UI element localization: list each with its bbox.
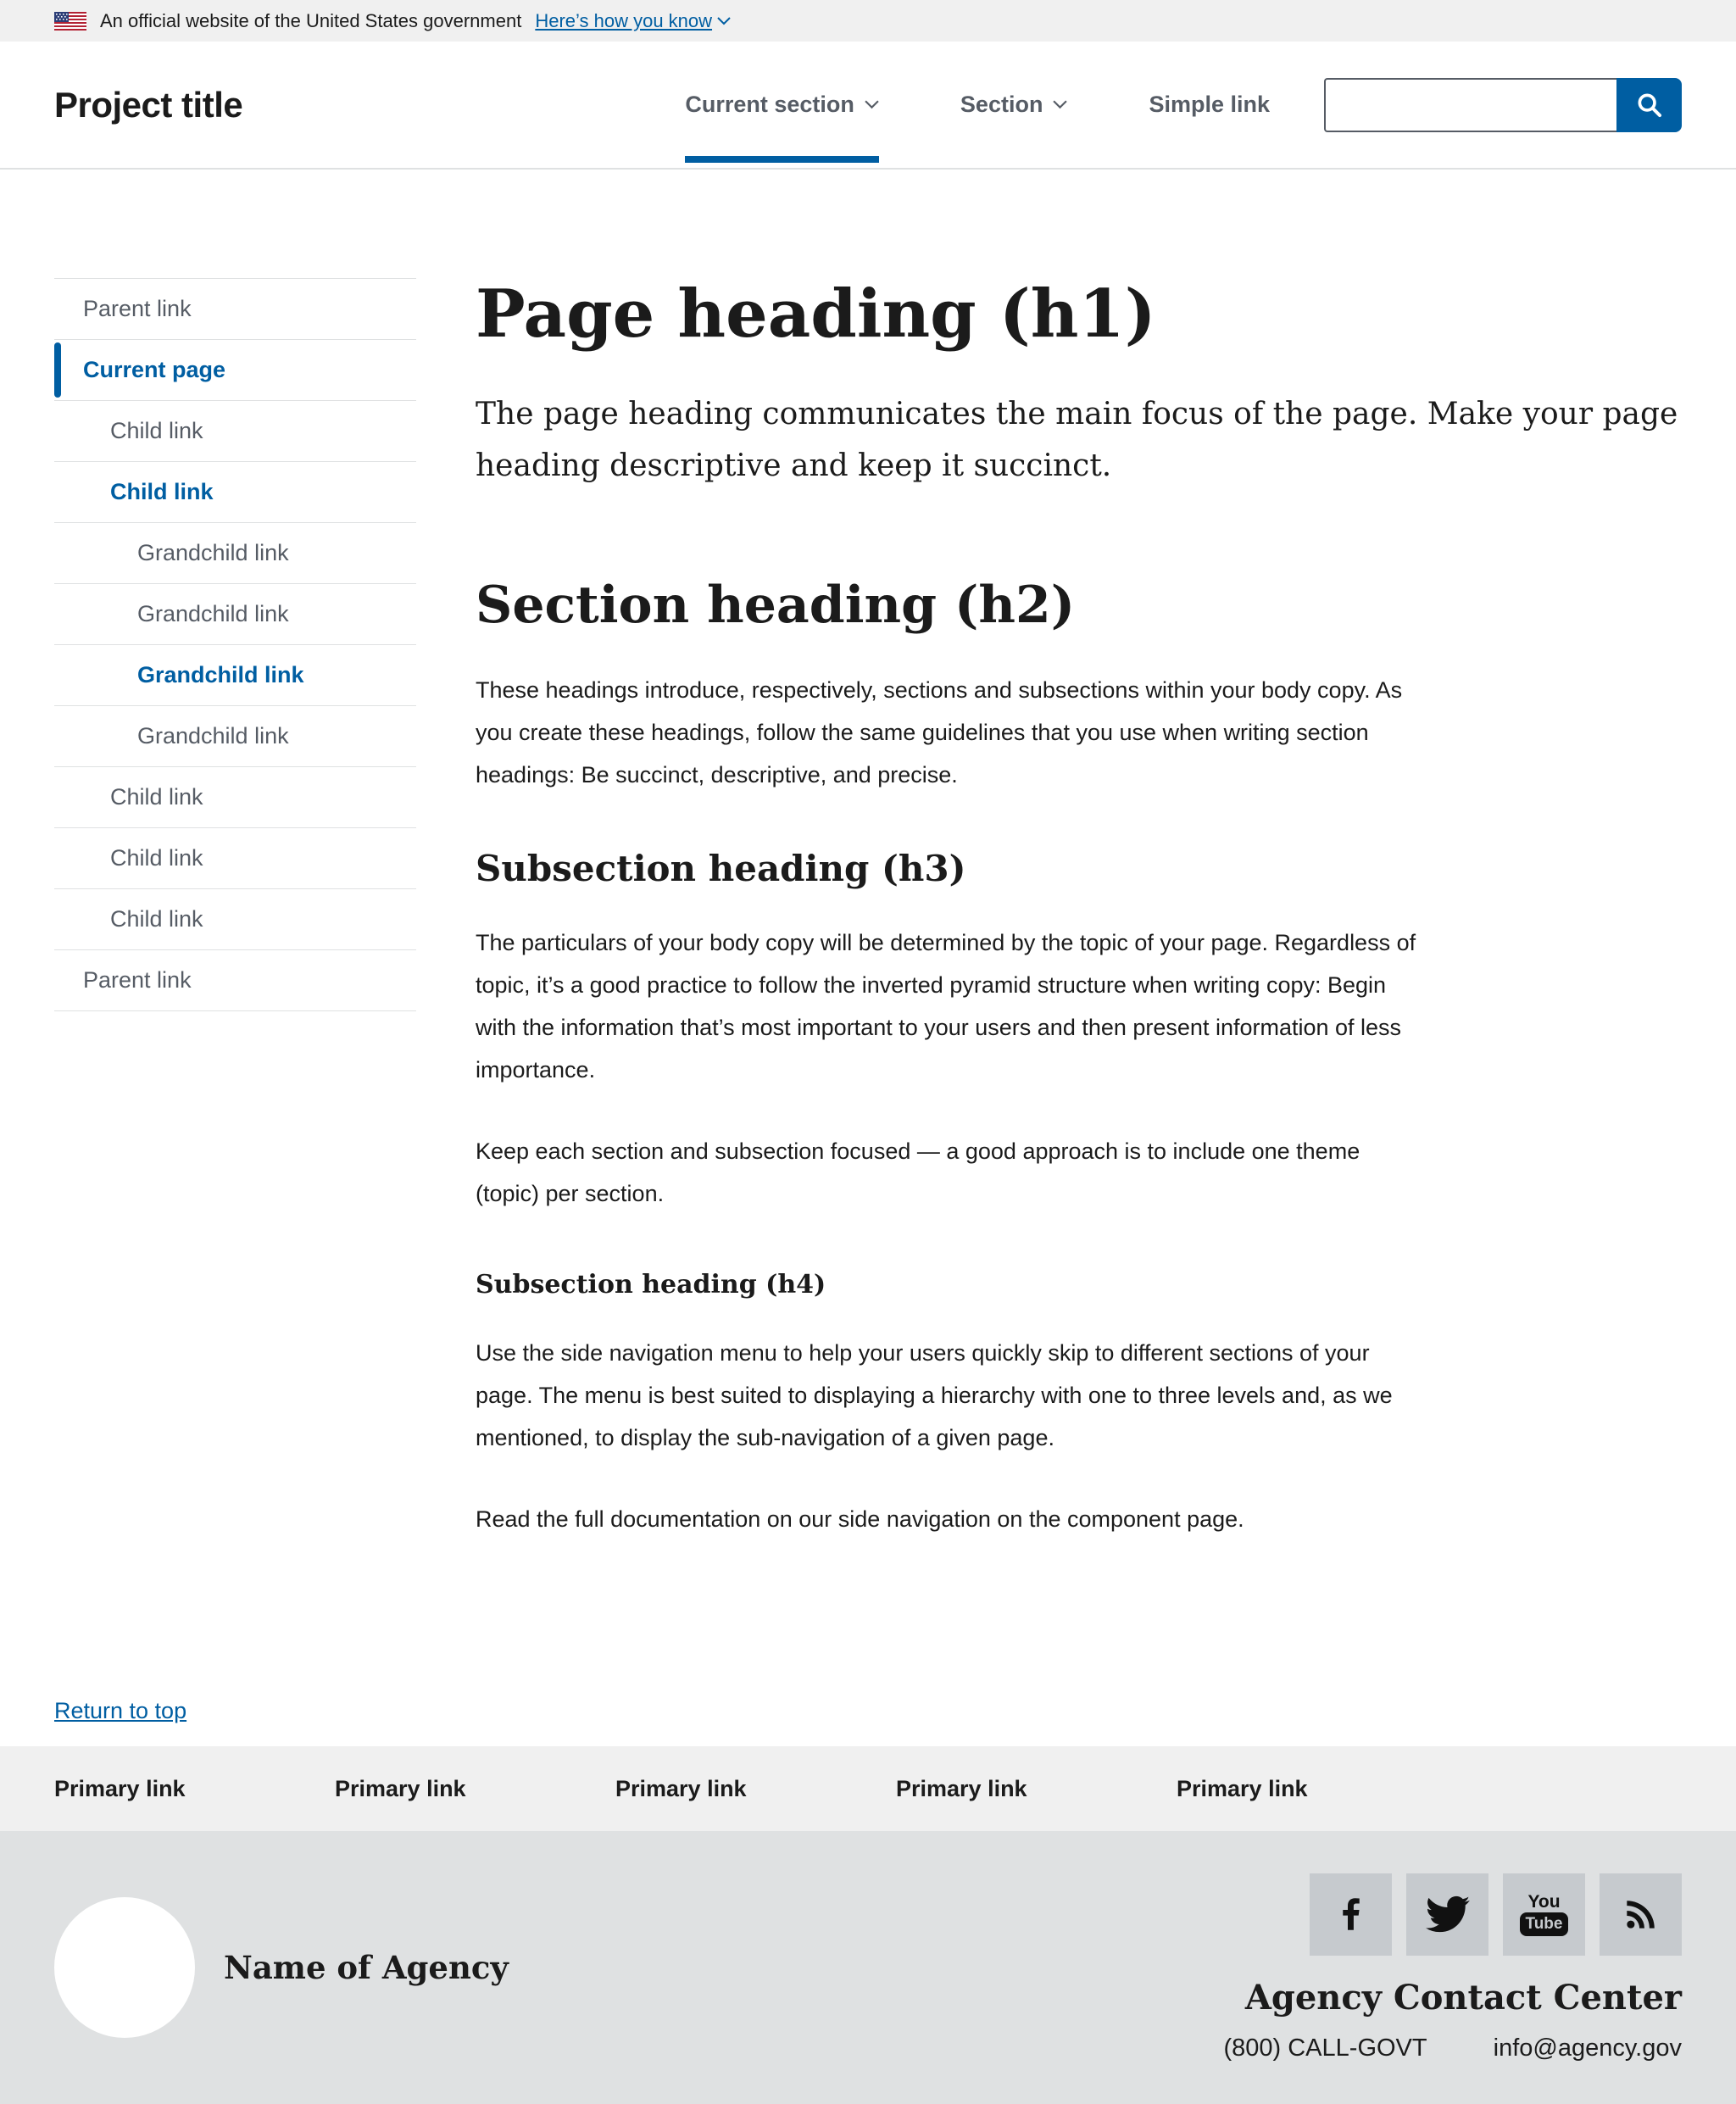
sidenav-item[interactable] — [54, 644, 416, 705]
sidenav-item[interactable] — [54, 705, 416, 766]
subsection-heading-h4: Subsection heading (h4) — [476, 1270, 826, 1300]
footer-primary-link[interactable]: Primary link — [335, 1775, 466, 1801]
site-header — [0, 42, 1736, 170]
sidenav-item[interactable] — [54, 827, 416, 888]
chevron-down-icon — [865, 100, 879, 109]
sidenav-item-label: Grandchild link — [137, 540, 289, 565]
search-form — [1324, 78, 1682, 132]
nav-item-simple-link[interactable]: Simple link — [1149, 92, 1270, 117]
footer-primary-link[interactable]: Primary link — [896, 1775, 1027, 1801]
subsection-heading-h3: Subsection heading (h3) — [476, 847, 966, 889]
us-flag-icon — [54, 12, 86, 31]
sidenav-item-label: Child link — [110, 845, 203, 871]
footer-agency-section — [0, 1831, 1736, 2104]
sidenav-item-label: Parent link — [83, 296, 192, 321]
sidenav-item-label: Parent link — [83, 967, 192, 993]
gov-banner — [0, 0, 1736, 42]
nav-item-current-section[interactable]: Current section — [685, 92, 879, 118]
paragraph: Use the side navigation menu to help your users quickly skip to different sections of your page. The menu is best suited to displaying a hierarchy with one to three levels and, as we mentioned, to display the sub-navigation of a given page. — [476, 1340, 1393, 1450]
chevron-down-icon — [717, 17, 731, 25]
contact-phone-link[interactable]: (800) CALL-GOVT — [1223, 2034, 1427, 2062]
side-navigation — [54, 278, 416, 1011]
site-footer — [0, 1746, 1736, 2104]
paragraph: These headings introduce, respectively, sections and subsections within your body copy. As you create these headings, follow the same guidelines that you use when writing section headings: Be succinct, descriptive, and precise. — [476, 677, 1403, 788]
sidenav-item-label: Current page — [83, 357, 226, 382]
nav-item-section[interactable]: Section — [960, 92, 1068, 118]
sidenav-item[interactable] — [54, 766, 416, 827]
sidenav-item[interactable] — [54, 583, 416, 644]
chevron-down-icon — [1053, 100, 1067, 109]
page-heading-h1: Page heading (h1) — [476, 276, 1156, 353]
banner-text: An official website of the United States government — [100, 9, 522, 31]
sidenav-item-label: Grandchild link — [137, 601, 289, 626]
rss-icon[interactable] — [1600, 1873, 1682, 1956]
footer-primary-link[interactable]: Primary link — [615, 1775, 747, 1801]
paragraph: Keep each section and subsection focused — a good approach is to include one theme (topic) per section. — [476, 1138, 1360, 1207]
footer-primary-nav — [0, 1746, 1736, 1831]
contact-info — [1223, 2034, 1682, 2062]
paragraph: The particulars of your body copy will be determined by the topic of your page. Regardless of topic, it’s a good practice to follow the inverted pyramid structure when writing copy: Begin with the information that’s most important to your users and then present information of less importance. — [476, 930, 1416, 1083]
sidenav-item-label: Child link — [110, 418, 203, 443]
footer-primary-link[interactable]: Primary link — [1177, 1775, 1308, 1801]
return-to-top-link[interactable]: Return to top — [54, 1698, 187, 1723]
section-heading-h2: Section heading (h2) — [476, 576, 1076, 636]
sidenav-item[interactable] — [54, 888, 416, 949]
intro-paragraph: The page heading communicates the main focus of the page. Make your page heading descriptive and keep it succinct. — [476, 396, 1678, 483]
footer-primary-link[interactable]: Primary link — [54, 1775, 186, 1801]
agency-name: Name of Agency — [224, 1949, 509, 1986]
sidenav-item-label: Child link — [110, 784, 203, 810]
sidenav-item[interactable] — [54, 278, 416, 339]
sidenav-item-label: Grandchild link — [137, 723, 289, 749]
search-icon — [1635, 91, 1664, 120]
sidenav-item[interactable] — [54, 522, 416, 583]
banner-how-you-know-link[interactable]: Here’s how you know — [535, 10, 731, 32]
contact-email-link[interactable]: info@agency.gov — [1493, 2034, 1682, 2062]
sidenav-item[interactable] — [54, 461, 416, 522]
youtube-icon[interactable]: You Tube — [1503, 1873, 1585, 1956]
twitter-icon[interactable] — [1406, 1873, 1488, 1956]
social-links — [1310, 1873, 1682, 1956]
facebook-icon[interactable] — [1310, 1873, 1392, 1956]
project-title[interactable]: Project title — [54, 84, 243, 125]
agency-contact-heading: Agency Contact Center — [1244, 1977, 1682, 2018]
agency-identity — [54, 1897, 509, 2038]
primary-nav — [685, 78, 1682, 132]
agency-logo — [54, 1897, 195, 2038]
main-content — [416, 278, 1682, 1580]
paragraph: Read the full documentation on our side navigation on the component page. — [476, 1506, 1244, 1532]
sidenav-item-label: Child link — [110, 479, 214, 504]
sidenav-item[interactable] — [54, 400, 416, 461]
footer-contact-block — [1223, 1873, 1682, 2062]
sidenav-item-label: Grandchild link — [137, 662, 304, 687]
search-input[interactable] — [1324, 78, 1616, 132]
sidenav-item[interactable] — [54, 339, 416, 400]
content-region — [0, 170, 1736, 1746]
search-button[interactable] — [1616, 78, 1682, 132]
sidenav-item[interactable] — [54, 949, 416, 1011]
sidenav-item-label: Child link — [110, 906, 203, 932]
